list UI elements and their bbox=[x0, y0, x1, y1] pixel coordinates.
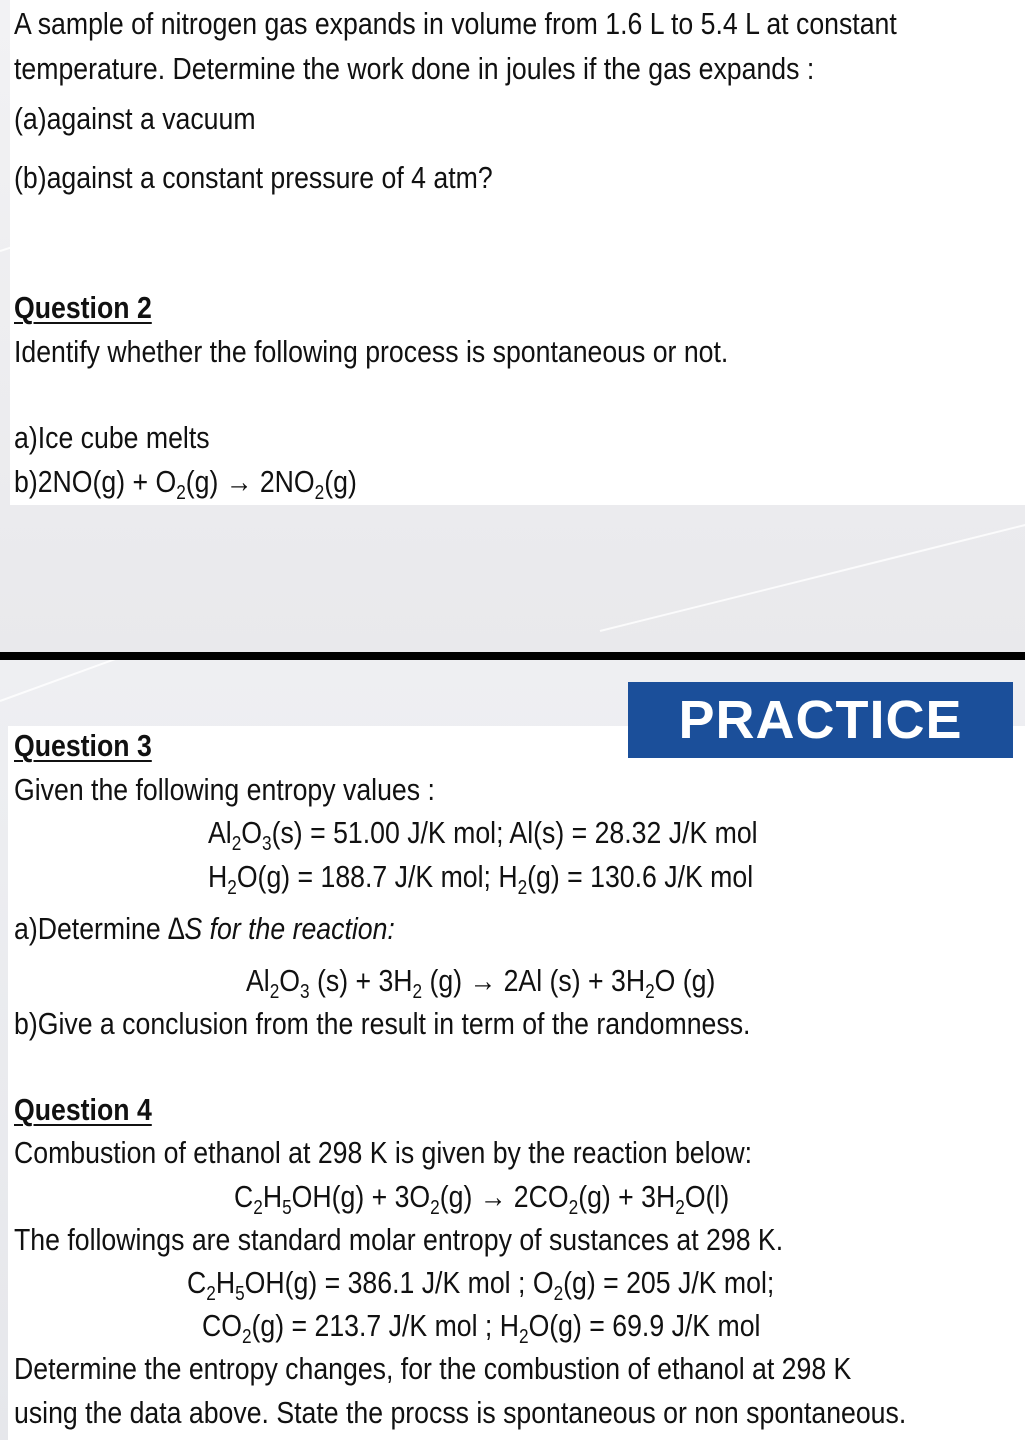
q3-title: Question 3 bbox=[14, 728, 152, 763]
q4-following: The followings are standard molar entropy of sustances at 298 K. bbox=[14, 1222, 784, 1257]
q3-part-a: a)Determine ∆S for the reaction: bbox=[14, 911, 395, 946]
decorative-line bbox=[600, 519, 1025, 632]
slide-top bbox=[0, 0, 1025, 652]
q4-task-line-2: using the data above. State the procss is spontaneous or non spontaneous. bbox=[14, 1395, 907, 1430]
q2-part-b: $b)2NO(g) + O_2(g) \to 2NO_2(g)$ bbox=[14, 464, 357, 504]
decorative-line bbox=[0, 660, 282, 702]
q4-title: Question 4 bbox=[14, 1092, 152, 1127]
q3-reaction: $Al_2O_3$ $(s) + 3H_2$ (g) → 2Al $(s) + 3H_2O$ (g) bbox=[246, 963, 716, 1003]
q4-intro: Combustion of ethanol at 298 K is given by the reaction below: bbox=[14, 1135, 753, 1170]
q1-part-a: (a)against a vacuum bbox=[14, 101, 256, 136]
q4-task-line-1: Determine the entropy changes, for the combustion of ethanol at 298 K bbox=[14, 1351, 852, 1386]
practice-badge: PRACTICE bbox=[628, 682, 1013, 758]
q1-line-2: temperature. Determine the work done in joules if the gas expands : bbox=[14, 51, 815, 86]
q2-prompt: Identify whether the following process is spontaneous or not. bbox=[14, 334, 729, 369]
q3-entropy-values-2: $H_2O(g) = 188.7$ J/K mol; $H_2(g) = 130.6$ J/K mol bbox=[208, 859, 754, 899]
q2-title: Question 2 bbox=[14, 290, 152, 325]
q4-entropy-values-2: $CO_2(g) = 213.7$ J/K mol ; $H_2O(g) = 69.9$ J/K mol bbox=[202, 1308, 761, 1348]
q3-intro: Given the following entropy values : bbox=[14, 772, 435, 807]
q3-part-b: b)Give a conclusion from the result in term of the randomness. bbox=[14, 1006, 751, 1041]
q4-entropy-values-1: $C_2H_5OH(g) = 386.1$ J/K mol ; $O_2(g) = 205$ J/K mol; bbox=[187, 1265, 775, 1305]
slide-divider bbox=[0, 652, 1025, 660]
q1-part-b: (b)against a constant pressure of 4 atm? bbox=[14, 160, 493, 195]
q3-entropy-values-1: $Al_2O_3(s) = 51.00$ J/K mol; Al(s) = 28.32 J/K mol bbox=[208, 815, 758, 855]
q1-line-1: A sample of nitrogen gas expands in volume from 1.6 L to 5.4 L at constant bbox=[14, 6, 897, 41]
q2-part-a: a)Ice cube melts bbox=[14, 420, 210, 455]
q4-reaction: $C_2H_5OH(g) + 3O_2(g) \to 2CO_2(g) + 3H_2O(l)$ bbox=[234, 1179, 730, 1219]
